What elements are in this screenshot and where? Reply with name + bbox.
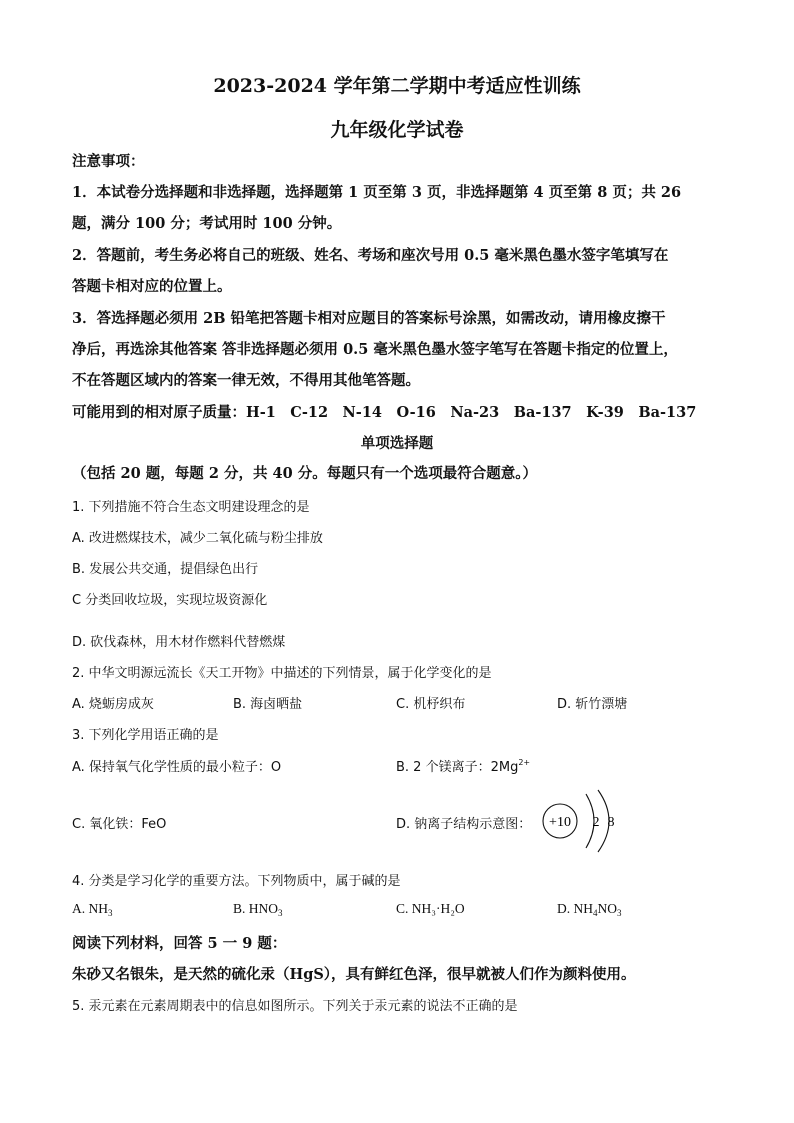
exam-title: 2023-2024 学年第二学期中考适应性训练 <box>213 75 581 97</box>
subscript: 3 <box>278 908 283 918</box>
question-1-option-a: A. 改进燃煤技术，减少二氧化硫与粉尘排放 <box>72 531 323 546</box>
question-3-stem: 3. 下列化学用语正确的是 <box>72 728 219 743</box>
nucleus-charge: +10 <box>549 815 571 830</box>
notice-item-2-line-1: 2．答题前，考生务必将自己的班级、姓名、考场和座次号用 0.5 毫米黑色墨水签字笔填写在 <box>72 247 669 264</box>
notice-item-3-line-2: 净后，再选涂其他答案 答非选择题必须用 0.5 毫米黑色墨水签字笔写在答题卡指定的位置上， <box>72 341 678 358</box>
reading-prompt: 阅读下列材料，回答 5 一 9 题： <box>72 935 287 952</box>
shell-2-electrons: 8 <box>607 815 615 830</box>
atomic-masses: 可能用到的相对原子质量：H-1 C-12 N-14 O-16 Na-23 Ba-137 K-39 Ba-137 <box>72 404 697 421</box>
question-4-option-c: C. NH₃·H₂O <box>396 901 465 916</box>
notice-item-3-line-3: 不在答题区域内的答案一律无效，不得用其他笔答题。 <box>72 372 420 389</box>
notice-item-1-line-1: 1．本试卷分选择题和非选择题，选择题第 1 页至第 3 页，非选择题第 4 页至第 8 页；共 26 <box>72 184 682 201</box>
question-2-option-b: B. 海卤晒盐 <box>233 697 303 712</box>
question-2-option-a: A. 烧蛎房成灰 <box>72 697 154 712</box>
question-4-option-d <box>557 901 622 918</box>
sodium-ion-structure-diagram <box>538 788 620 858</box>
notice-item-2-line-2: 答题卡相对应的位置上。 <box>72 278 232 295</box>
question-2-option-d: D. 斩竹漂塘 <box>557 697 628 712</box>
question-3-option-b-text: B. 2 个镁离子：2Mg <box>396 760 519 775</box>
question-3-option-d: D. 钠离子结构示意图： <box>396 817 532 832</box>
question-1-option-d: D. 砍伐森林，用木材作燃料代替燃煤 <box>72 635 286 650</box>
question-4-option-a <box>72 901 113 918</box>
section-title: 单项选择题 <box>360 435 434 452</box>
notice-item-1-line-2: 题，满分 100 分；考试用时 100 分钟。 <box>72 215 342 232</box>
subscript: 3 <box>617 908 622 918</box>
question-1-stem: 1. 下列措施不符合生态文明建设理念的是 <box>72 500 310 515</box>
exam-subtitle: 九年级化学试卷 <box>330 119 464 141</box>
question-3-option-b <box>396 756 530 775</box>
charge-superscript: 2+ <box>518 758 531 767</box>
question-4-option-b <box>233 901 283 918</box>
question-2-stem: 2. 中华文明源远流长《天工开物》中描述的下列情景，属于化学变化的是 <box>72 666 492 681</box>
question-4-option-b-text: B. HNO <box>233 901 279 916</box>
question-1-option-b: B. 发展公共交通，提倡绿色出行 <box>72 562 259 577</box>
question-2-option-c: C. 机杼织布 <box>396 697 466 712</box>
shell-1-electrons: 2 <box>592 815 600 830</box>
section-instructions: （包括 20 题，每题 2 分，共 40 分。每题只有一个选项最符合题意。） <box>72 465 537 482</box>
notice-heading: 注意事项： <box>72 153 145 170</box>
reading-material: 朱砂又名银朱，是天然的硫化汞（HgS），具有鲜红色泽，很早就被人们作为颜料使用。 <box>72 966 636 983</box>
question-4-option-a-text: A. NH <box>72 901 108 916</box>
question-3-option-a: A. 保持氧气化学性质的最小粒子：O <box>72 760 282 775</box>
subscript: 4 <box>593 908 598 918</box>
question-1-option-c: C 分类回收垃圾，实现垃圾资源化 <box>72 593 268 608</box>
question-4-option-d-pre: D. NH <box>557 901 593 916</box>
subscript: 3 <box>108 908 113 918</box>
question-4-stem: 4. 分类是学习化学的重要方法。下列物质中，属于碱的是 <box>72 874 401 889</box>
notice-item-3-line-1: 3．答选择题必须用 2B 铅笔把答题卡相对应题目的答案标号涂黑，如需改动，请用橡皮擦干 <box>72 310 666 327</box>
question-3-option-c: C. 氧化铁：FeO <box>72 817 167 832</box>
question-5-stem: 5. 汞元素在元素周期表中的信息如图所示。下列关于汞元素的说法不正确的是 <box>72 999 518 1014</box>
question-4-option-d-mid: NO <box>597 901 617 916</box>
